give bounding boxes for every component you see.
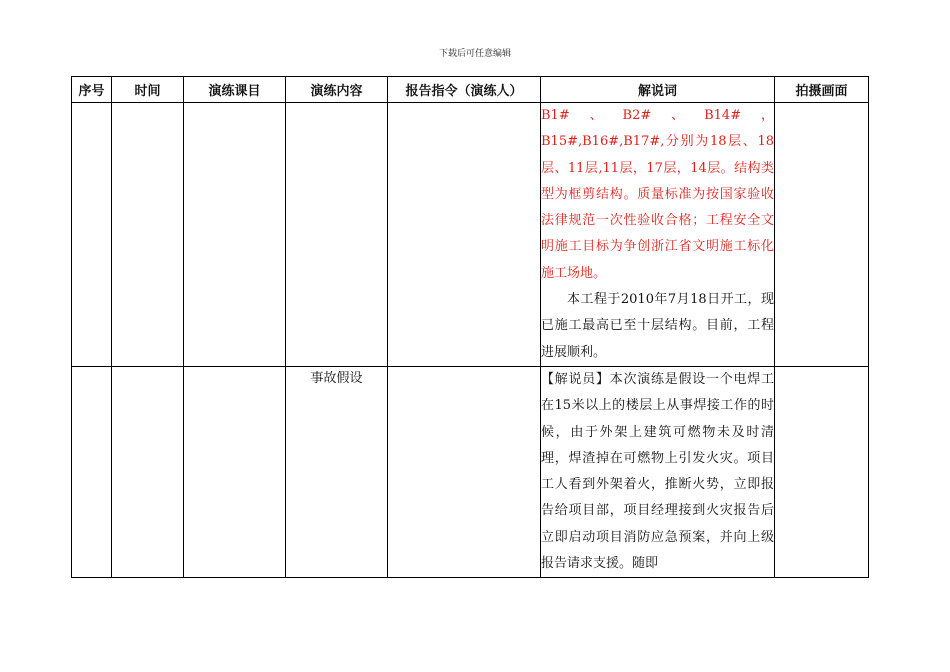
page-header-note: 下载后可任意编辑 [438, 49, 511, 59]
time-cell [112, 366, 184, 577]
command-cell [388, 103, 541, 367]
column-header-number: 序号 [72, 77, 112, 103]
column-header-narration: 解说词 [541, 77, 775, 103]
column-header-time: 时间 [112, 77, 184, 103]
narration-paragraph: 本工程于2010年7月18日开工，现已施工最高已至十层结构。目前，工程进展顺利。 [541, 292, 774, 360]
column-header-shot: 拍摄画面 [775, 77, 869, 103]
column-header-content: 演练内容 [286, 77, 388, 103]
narration-cell [541, 103, 775, 367]
narration-paragraph: 【解说员】本次演练是假设一个电焊工在15米以上的楼层上从事焊接工作的时候，由于外架上建筑可燃物未及时清理，焊渣掉在可燃物上引发火灾。项目工人看到外架着火，推断火势，立即报告给项目部，项目经理接到火灾报告后立即启动项目消防应急预案，并向上级报告请求支援。随即 [541, 371, 774, 572]
table-header-row [72, 77, 869, 103]
drill-script-table [71, 76, 869, 578]
subject-cell [184, 366, 286, 577]
time-cell [112, 103, 184, 367]
narration-cell [541, 366, 775, 577]
column-header-command: 报告指令（演练人） [388, 77, 541, 103]
content-cell: 事故假设 [286, 366, 388, 577]
number-cell [72, 366, 112, 577]
table-row [72, 366, 869, 577]
shot-cell [775, 366, 869, 577]
subject-cell [184, 103, 286, 367]
column-header-subject: 演练课目 [184, 77, 286, 103]
table-row [72, 103, 869, 367]
narration-paragraph: B1#、B2#、B14#，B15#,B16#,B17#,分别为18层、18层、11层,11层，17层，14层。结构类型为框剪结构。质量标准为按国家验收法律规范一次性验收合格；工程安全文明施工目标为争创浙江省文明施工标化施工场地。 [541, 108, 774, 281]
number-cell [72, 103, 112, 367]
shot-cell [775, 103, 869, 367]
content-cell [286, 103, 388, 367]
command-cell [388, 366, 541, 577]
